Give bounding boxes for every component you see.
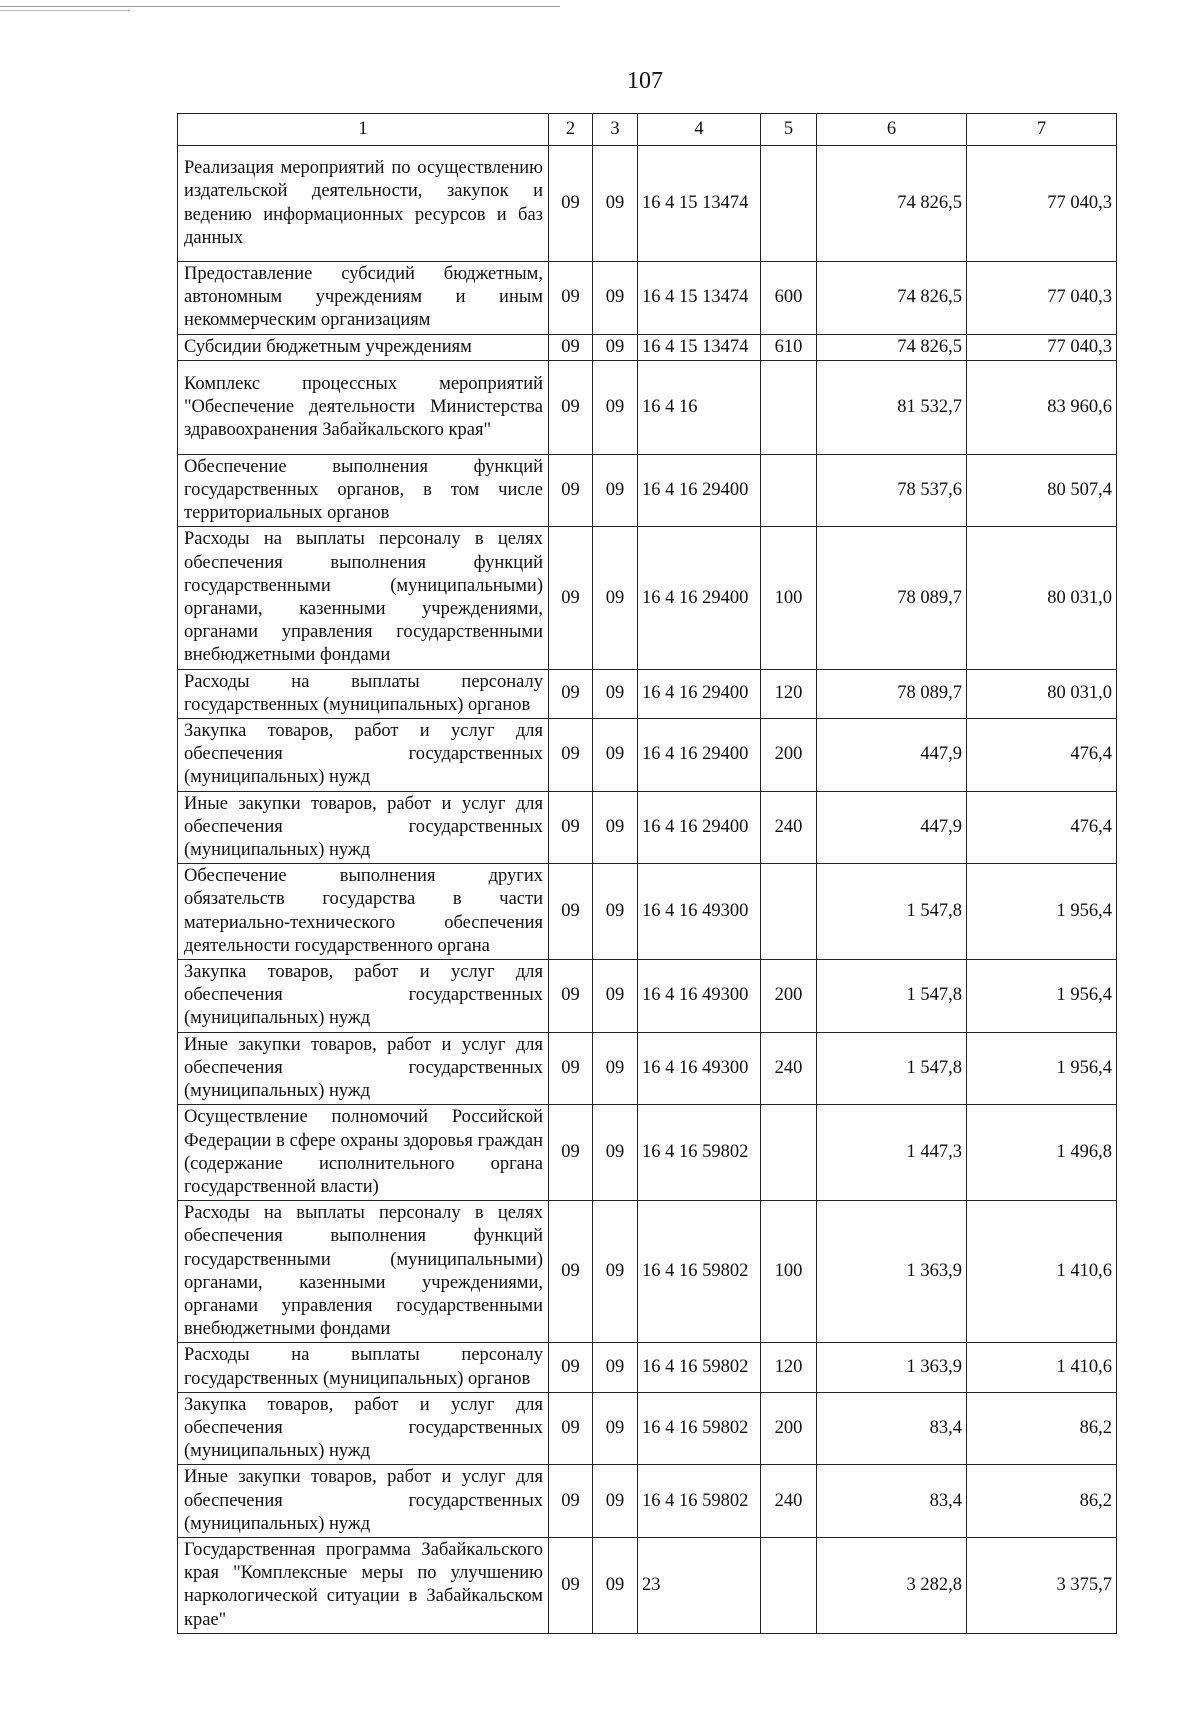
subsection-code: 09 (593, 669, 638, 718)
table-row (178, 146, 1117, 262)
target-article-code: 16 4 16 49300 (638, 960, 761, 1033)
section-code: 09 (549, 960, 593, 1033)
row-name: Осуществление полномочий Российской Федерации в сфере охраны здоровья граждан (содержание исполнительного органа государственной власти) (178, 1105, 549, 1201)
expense-type-code (761, 1105, 817, 1201)
subsection-code: 09 (593, 864, 638, 960)
amount-col-6: 447,9 (817, 791, 967, 864)
expense-type-code: 240 (761, 1032, 817, 1105)
row-name: Расходы на выплаты персоналу государственных (муниципальных) органов (178, 669, 549, 718)
target-article-code: 16 4 16 49300 (638, 1032, 761, 1105)
table-row (178, 719, 1117, 792)
row-name: Субсидии бюджетным учреждениям (178, 334, 549, 360)
target-article-code: 16 4 16 49300 (638, 864, 761, 960)
amount-col-6: 83,4 (817, 1465, 967, 1538)
table-row (178, 527, 1117, 669)
target-article-code: 16 4 16 (638, 360, 761, 454)
amount-col-7: 77 040,3 (967, 262, 1117, 335)
section-code: 09 (549, 454, 593, 527)
target-article-code: 16 4 16 29400 (638, 719, 761, 792)
section-code: 09 (549, 1201, 593, 1343)
amount-col-6: 74 826,5 (817, 334, 967, 360)
row-name: Иные закупки товаров, работ и услуг для обеспечения государственных (муниципальных) нужд (178, 791, 549, 864)
table-row (178, 791, 1117, 864)
amount-col-6: 1 447,3 (817, 1105, 967, 1201)
section-code: 09 (549, 527, 593, 669)
amount-col-6: 1 363,9 (817, 1343, 967, 1392)
expense-type-code (761, 864, 817, 960)
subsection-code: 09 (593, 1392, 638, 1465)
column-header-4: 4 (638, 114, 761, 146)
amount-col-7: 80 031,0 (967, 669, 1117, 718)
table-header (178, 114, 1117, 146)
row-name: Расходы на выплаты персоналу в целях обеспечения выполнения функций государственными (муниципальными) органами, казенными учреждениями, органами управления государственными внебюджетными фондами (178, 1201, 549, 1343)
amount-col-7: 1 410,6 (967, 1343, 1117, 1392)
subsection-code: 09 (593, 1343, 638, 1392)
subsection-code: 09 (593, 454, 638, 527)
amount-col-7: 86,2 (967, 1392, 1117, 1465)
amount-col-7: 1 956,4 (967, 1032, 1117, 1105)
amount-col-7: 77 040,3 (967, 334, 1117, 360)
subsection-code: 09 (593, 262, 638, 335)
amount-col-6: 3 282,8 (817, 1537, 967, 1633)
expense-type-code: 610 (761, 334, 817, 360)
column-header-6: 6 (817, 114, 967, 146)
table-row (178, 360, 1117, 454)
amount-col-6: 78 089,7 (817, 527, 967, 669)
expense-type-code: 600 (761, 262, 817, 335)
table-row (178, 864, 1117, 960)
target-article-code: 16 4 16 59802 (638, 1392, 761, 1465)
scan-edge-line (0, 6, 560, 7)
section-code: 09 (549, 1105, 593, 1201)
table-row (178, 669, 1117, 718)
amount-col-7: 476,4 (967, 791, 1117, 864)
target-article-code: 23 (638, 1537, 761, 1633)
row-name: Реализация мероприятий по осуществлению издательской деятельности, закупок и ведению информационных ресурсов и баз данных (178, 146, 549, 262)
section-code: 09 (549, 669, 593, 718)
expense-type-code: 240 (761, 1465, 817, 1538)
amount-col-6: 78 089,7 (817, 669, 967, 718)
row-name: Расходы на выплаты персоналу в целях обеспечения выполнения функций государственными (муниципальными) органами, казенными учреждениями, органами управления государственными внебюджетными фондами (178, 527, 549, 669)
section-code: 09 (549, 334, 593, 360)
table-row (178, 1201, 1117, 1343)
table-body (178, 146, 1117, 1634)
amount-col-7: 77 040,3 (967, 146, 1117, 262)
amount-col-7: 80 031,0 (967, 527, 1117, 669)
amount-col-7: 476,4 (967, 719, 1117, 792)
column-header-2: 2 (549, 114, 593, 146)
budget-table (177, 113, 1117, 1634)
amount-col-6: 74 826,5 (817, 146, 967, 262)
subsection-code: 09 (593, 719, 638, 792)
row-name: Обеспечение выполнения других обязательств государства в части материально-технического обеспечения деятельности государственного органа (178, 864, 549, 960)
amount-col-6: 81 532,7 (817, 360, 967, 454)
expense-type-code: 100 (761, 1201, 817, 1343)
amount-col-7: 86,2 (967, 1465, 1117, 1538)
expense-type-code: 200 (761, 1392, 817, 1465)
subsection-code: 09 (593, 360, 638, 454)
amount-col-6: 1 547,8 (817, 864, 967, 960)
page-number: 107 (627, 68, 663, 94)
table-row (178, 1105, 1117, 1201)
expense-type-code: 240 (761, 791, 817, 864)
section-code: 09 (549, 1032, 593, 1105)
expense-type-code: 200 (761, 719, 817, 792)
amount-col-6: 78 537,6 (817, 454, 967, 527)
table-row (178, 1032, 1117, 1105)
expense-type-code (761, 1537, 817, 1633)
row-name: Закупка товаров, работ и услуг для обеспечения государственных (муниципальных) нужд (178, 719, 549, 792)
section-code: 09 (549, 1392, 593, 1465)
amount-col-6: 1 547,8 (817, 960, 967, 1033)
column-header-7: 7 (967, 114, 1117, 146)
amount-col-6: 74 826,5 (817, 262, 967, 335)
scan-edge-line (0, 10, 130, 11)
target-article-code: 16 4 15 13474 (638, 334, 761, 360)
amount-col-7: 1 410,6 (967, 1201, 1117, 1343)
amount-col-7: 1 956,4 (967, 960, 1117, 1033)
target-article-code: 16 4 16 29400 (638, 454, 761, 527)
amount-col-7: 80 507,4 (967, 454, 1117, 527)
subsection-code: 09 (593, 1465, 638, 1538)
subsection-code: 09 (593, 1201, 638, 1343)
table-row (178, 1343, 1117, 1392)
section-code: 09 (549, 719, 593, 792)
table-row (178, 960, 1117, 1033)
row-name: Обеспечение выполнения функций государственных органов, в том числе территориальных органов (178, 454, 549, 527)
header-row (178, 114, 1117, 146)
section-code: 09 (549, 864, 593, 960)
row-name: Закупка товаров, работ и услуг для обеспечения государственных (муниципальных) нужд (178, 960, 549, 1033)
table-row (178, 1392, 1117, 1465)
target-article-code: 16 4 16 59802 (638, 1105, 761, 1201)
section-code: 09 (549, 1465, 593, 1538)
subsection-code: 09 (593, 1537, 638, 1633)
row-name: Государственная программа Забайкальского края "Комплексные меры по улучшению наркологической ситуации в Забайкальском крае" (178, 1537, 549, 1633)
target-article-code: 16 4 16 59802 (638, 1201, 761, 1343)
row-name: Комплекс процессных мероприятий "Обеспечение деятельности Министерства здравоохранения Забайкальского края" (178, 360, 549, 454)
section-code: 09 (549, 1537, 593, 1633)
section-code: 09 (549, 262, 593, 335)
column-header-3: 3 (593, 114, 638, 146)
subsection-code: 09 (593, 146, 638, 262)
amount-col-7: 1 496,8 (967, 1105, 1117, 1201)
column-header-1: 1 (178, 114, 549, 146)
amount-col-6: 1 363,9 (817, 1201, 967, 1343)
target-article-code: 16 4 16 29400 (638, 791, 761, 864)
amount-col-6: 447,9 (817, 719, 967, 792)
subsection-code: 09 (593, 334, 638, 360)
subsection-code: 09 (593, 527, 638, 669)
section-code: 09 (549, 1343, 593, 1392)
row-name: Расходы на выплаты персоналу государственных (муниципальных) органов (178, 1343, 549, 1392)
row-name: Предоставление субсидий бюджетным, автономным учреждениям и иным некоммерческим организациям (178, 262, 549, 335)
amount-col-6: 83,4 (817, 1392, 967, 1465)
expense-type-code (761, 360, 817, 454)
amount-col-7: 83 960,6 (967, 360, 1117, 454)
target-article-code: 16 4 15 13474 (638, 146, 761, 262)
row-name: Закупка товаров, работ и услуг для обеспечения государственных (муниципальных) нужд (178, 1392, 549, 1465)
target-article-code: 16 4 16 59802 (638, 1465, 761, 1538)
table-row (178, 454, 1117, 527)
subsection-code: 09 (593, 1032, 638, 1105)
target-article-code: 16 4 16 29400 (638, 669, 761, 718)
target-article-code: 16 4 16 59802 (638, 1343, 761, 1392)
table-row (178, 1537, 1117, 1633)
subsection-code: 09 (593, 960, 638, 1033)
subsection-code: 09 (593, 1105, 638, 1201)
section-code: 09 (549, 146, 593, 262)
row-name: Иные закупки товаров, работ и услуг для обеспечения государственных (муниципальных) нужд (178, 1465, 549, 1538)
table-row (178, 1465, 1117, 1538)
expense-type-code: 120 (761, 669, 817, 718)
expense-type-code (761, 146, 817, 262)
subsection-code: 09 (593, 791, 638, 864)
section-code: 09 (549, 360, 593, 454)
row-name: Иные закупки товаров, работ и услуг для обеспечения государственных (муниципальных) нужд (178, 1032, 549, 1105)
expense-type-code: 100 (761, 527, 817, 669)
amount-col-6: 1 547,8 (817, 1032, 967, 1105)
table-row (178, 262, 1117, 335)
table-row (178, 334, 1117, 360)
amount-col-7: 3 375,7 (967, 1537, 1117, 1633)
section-code: 09 (549, 791, 593, 864)
expense-type-code: 200 (761, 960, 817, 1033)
target-article-code: 16 4 16 29400 (638, 527, 761, 669)
expense-type-code (761, 454, 817, 527)
column-header-5: 5 (761, 114, 817, 146)
target-article-code: 16 4 15 13474 (638, 262, 761, 335)
expense-type-code: 120 (761, 1343, 817, 1392)
amount-col-7: 1 956,4 (967, 864, 1117, 960)
